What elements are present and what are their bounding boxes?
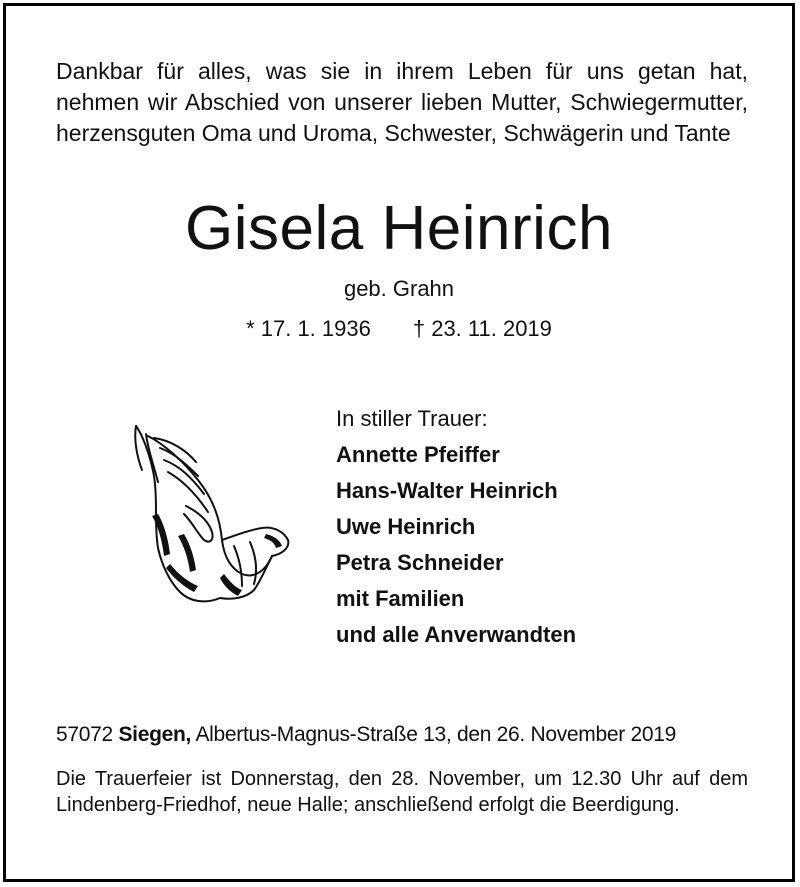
deceased-name: Gisela Heinrich — [185, 194, 613, 263]
mourner-line: Uwe Heinrich — [336, 514, 476, 539]
mourner-line: und alle Anverwandten — [336, 622, 577, 647]
death-date: † 23. 11. 2019 — [412, 316, 552, 341]
mourners-list — [336, 401, 756, 653]
maiden-name: geb. Grahn — [343, 276, 455, 301]
funeral-service-info: Die Trauerfeier ist Donnerstag, den 28. November, um 12.30 Uhr auf dem Lindenberg-Friedhof, neue Halle; anschließend erfolgt die Beerdigung. — [56, 768, 748, 816]
mourning-intro: In stiller Trauer: — [336, 406, 488, 431]
mourner-line: Hans-Walter Heinrich — [336, 478, 558, 503]
intro-text: Dankbar für alles, was sie in ihrem Leben für uns getan hat, nehmen wir Abschied von unserer lieben Mutter, Schwiegermutter, herzensguten Oma und Uroma, Schwester, Schwägerin und Tante — [56, 58, 748, 146]
postcode: 57072 — [56, 723, 113, 746]
life-dates — [6, 314, 792, 344]
obituary-notice — [3, 3, 795, 882]
mourner-line: Annette Pfeiffer — [336, 442, 500, 467]
street-and-date: Albertus-Magnus-Straße 13, den 26. November 2019 — [195, 723, 676, 746]
mourner-line: mit Familien — [336, 586, 465, 611]
birth-date: * 17. 1. 1936 — [246, 316, 371, 341]
mourner-line: Petra Schneider — [336, 550, 504, 575]
address-line — [56, 720, 756, 750]
praying-hands-icon — [124, 414, 294, 610]
city: Siegen, — [118, 723, 192, 746]
